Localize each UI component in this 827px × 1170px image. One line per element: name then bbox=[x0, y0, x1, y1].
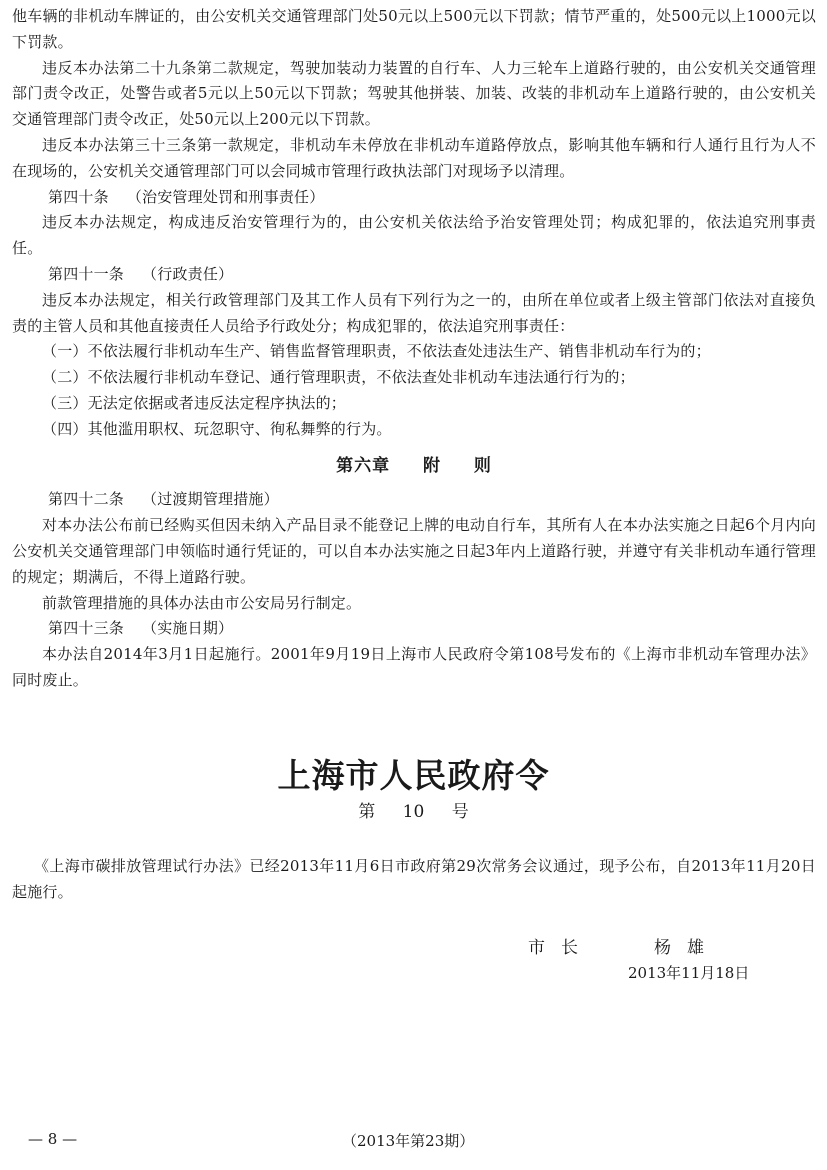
paragraph: 违反本办法第二十九条第二款规定，驾驶加装动力装置的自行车、人力三轮车上道路行驶的，由公安机关交通管理部门责令改正，处警告或者5元以上50元以下罚款；驾驶其他拼装、加装、改装的非机动车上道路行驶的，由公安机关交通管理部门责令改正，处50元以上200元以下罚款。 bbox=[12, 58, 816, 129]
chapter-heading: 第六章 附 则 bbox=[336, 455, 492, 476]
mayor-signature bbox=[528, 933, 720, 958]
paragraph: 违反本办法规定，构成违反治安管理行为的，由公安机关依法给予治安管理处罚；构成犯罪的，依法追究刑事责任。 bbox=[12, 213, 816, 258]
article-number: 第四十条 bbox=[48, 187, 109, 206]
article-number: 第四十三条 bbox=[48, 619, 125, 638]
paragraph: 本办法自2014年3月1日起施行。2001年9月19日上海市人民政府令第108号发布的《上海市非机动车管理办法》同时废止。 bbox=[12, 645, 816, 689]
article-title: （行政责任） bbox=[142, 264, 234, 283]
paragraph: 他车辆的非机动车牌证的，由公安机关交通管理部门处50元以上500元以下罚款；情节严重的，处500元以上1000元以下罚款。 bbox=[12, 7, 816, 51]
paragraph: （三）无法定依据或者违反法定程序执法的； bbox=[42, 393, 347, 412]
order-title: 上海市人民政府令 bbox=[277, 756, 550, 795]
issue-number: （2013年第23期） bbox=[342, 1132, 475, 1150]
page-number: — 8 — bbox=[28, 1130, 78, 1148]
order-number: 第 10 号 bbox=[358, 802, 469, 822]
order-text: 《上海市碳排放管理试行办法》已经2013年11月6日市政府第29次常务会议通过，现予公布，自2013年11月20日起施行。 bbox=[12, 857, 816, 901]
paragraph: （四）其他滥用职权、玩忽职守、徇私舞弊的行为。 bbox=[42, 419, 392, 438]
article-title: （治安管理处罚和刑事责任） bbox=[126, 187, 325, 206]
article-heading bbox=[12, 185, 816, 211]
paragraph: 违反本办法第三十三条第一款规定，非机动车未停放在非机动车道路停放点，影响其他车辆和行人通行且行为人不在现场的，公安机关交通管理部门可以会同城市管理行政执法部门对现场予以清理。 bbox=[12, 135, 816, 180]
mayor-title: 市长 bbox=[528, 938, 594, 958]
article-heading bbox=[12, 262, 816, 288]
paragraph: 对本办法公布前已经购买但因未纳入产品目录不能登记上牌的电动自行车，其所有人在本办法实施之日起6个月内向公安机关交通管理部门申领临时通行凭证的，可以自本办法实施之日起3年内上道路行驶，并遵守有关非机动车通行管理的规定；期满后，不得上道路行驶。 bbox=[12, 516, 816, 586]
article-heading bbox=[12, 616, 816, 642]
regulation-body bbox=[12, 4, 816, 694]
order-body bbox=[12, 853, 816, 905]
order-date: 2013年11月18日 bbox=[628, 964, 750, 982]
mayor-name: 杨雄 bbox=[654, 938, 720, 958]
article-title: （实施日期） bbox=[142, 619, 234, 638]
article-number: 第四十一条 bbox=[48, 264, 125, 283]
paragraph: 违反本办法规定，相关行政管理部门及其工作人员有下列行为之一的，由所在单位或者上级主管部门依法对直接负责的主管人员和其他直接责任人员给予行政处分；构成犯罪的，依法追究刑事责任： bbox=[12, 290, 816, 335]
paragraph: （一）不依法履行非机动车生产、销售监督管理职责，不依法查处违法生产、销售非机动车行为的； bbox=[42, 342, 711, 361]
article-heading bbox=[12, 487, 816, 513]
article-title: （过渡期管理措施） bbox=[142, 490, 279, 509]
paragraph: （二）不依法履行非机动车登记、通行管理职责，不依法查处非机动车违法通行行为的； bbox=[42, 368, 635, 387]
paragraph: 前款管理措施的具体办法由市公安局另行制定。 bbox=[42, 593, 362, 612]
article-number: 第四十二条 bbox=[48, 490, 125, 509]
